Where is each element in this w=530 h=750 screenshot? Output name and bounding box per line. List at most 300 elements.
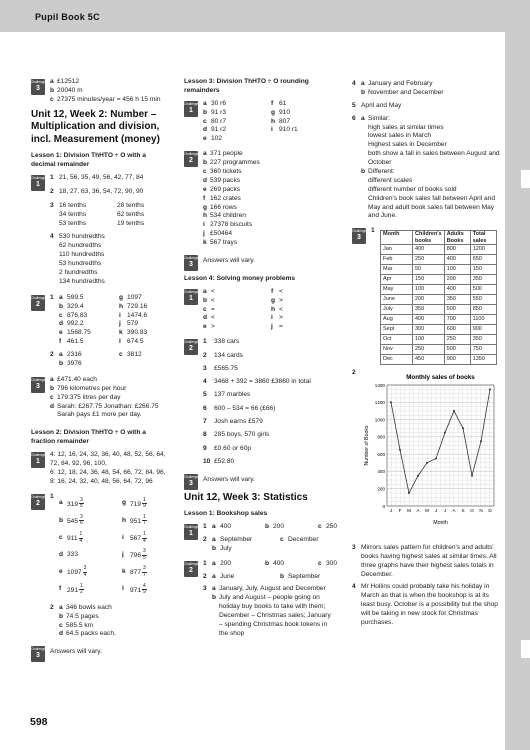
question: 3 a January, July, August and December b July and August – people going on holiday buy books to take with them; December – Christmas sales; January – spending Christmas book tokens in the shop	[203, 585, 334, 638]
grid-cell: 2316	[67, 351, 82, 359]
y-tick-label: 600	[377, 451, 385, 457]
text-line: 53 hundredths	[59, 260, 102, 268]
fraction	[79, 498, 84, 510]
grid-cell: c	[59, 311, 63, 319]
denominator: 9	[143, 503, 146, 510]
numerator: 3	[83, 565, 87, 572]
mixed-number	[130, 515, 171, 527]
challenge-block	[184, 522, 338, 554]
table-cell: Jan	[381, 244, 413, 254]
section-title: Unit 12, Week 3: Statistics	[184, 491, 308, 503]
x-tick-label: A	[452, 507, 456, 513]
challenge-badge: Challenge 2	[31, 494, 45, 510]
grid-cell: 30 r6	[211, 99, 227, 107]
grid-cell: a	[212, 522, 216, 530]
numerator: 3	[80, 496, 83, 503]
grid-cell: e	[203, 135, 207, 143]
item-row	[50, 78, 171, 87]
table-cell: 250	[413, 344, 445, 354]
fraction	[142, 498, 147, 510]
table-cell: 500	[470, 284, 496, 294]
grid-row	[212, 536, 334, 545]
grid-cell: 91 r3	[211, 108, 227, 116]
table-cell: 100	[413, 284, 445, 294]
item-text: Sarah: £267.75 Jonathan: £266.75	[57, 402, 159, 410]
x-tick-label: N	[479, 507, 483, 513]
item-text: 371 people	[210, 150, 243, 158]
item-text: 539 packs	[210, 176, 241, 184]
item-row	[59, 613, 171, 622]
grid-cell: June	[220, 572, 235, 580]
table-cell: June	[381, 294, 413, 304]
denominator: 4	[83, 572, 87, 579]
grid-cell: 579	[127, 320, 139, 328]
fraction-row	[59, 584, 171, 596]
grid-cell: c	[318, 559, 322, 567]
table-row	[381, 334, 497, 344]
item-row	[203, 230, 334, 239]
table-cell: 50	[413, 264, 445, 274]
item-list	[212, 585, 334, 638]
item-letter: c	[50, 95, 54, 103]
item-text: £471.40 each	[57, 375, 97, 383]
challenge-badge: Challenge 3	[31, 377, 45, 393]
grid-row	[203, 297, 334, 306]
grid-cell: 34 tenths	[59, 210, 87, 218]
item-letter	[50, 411, 57, 420]
item-letter: b	[212, 594, 217, 602]
grid-cell: <	[211, 314, 215, 322]
text-line: 62 hundredths	[59, 242, 102, 250]
item-text: 796 kilometres per hour	[57, 384, 127, 392]
table-cell: 650	[470, 254, 496, 264]
item-row	[203, 177, 334, 186]
table-cell: 400	[444, 284, 470, 294]
tab-notch	[521, 170, 530, 188]
text-line: different scales	[368, 176, 413, 184]
item-row	[50, 394, 171, 403]
x-tick-label: J	[389, 507, 393, 513]
denominator: 4	[79, 537, 83, 544]
grid-cell: h	[271, 305, 276, 313]
item-letter: b	[203, 159, 208, 167]
grid-row	[59, 360, 171, 369]
numbered-item	[203, 405, 334, 414]
question: 1 a 200 b 400 c 300	[203, 559, 338, 567]
grid-cell	[279, 135, 334, 144]
data-point	[390, 401, 392, 403]
y-tick-label: 1000	[374, 417, 385, 423]
item-row	[50, 87, 171, 96]
grid-cell: a	[212, 572, 216, 580]
mixed-number	[67, 532, 122, 544]
item-row	[203, 150, 334, 159]
tab-notch	[521, 640, 530, 658]
question: 6 a Similar: high sales at similar times lowest sales in March Highest sales in December both show a fall in sales between August and October b Different: different scales different number of books sold Children's book sales fall between April and May and adult book sales fall between May and June.	[352, 115, 502, 222]
grid-cell: 200	[273, 522, 285, 530]
table-cell: Aug	[381, 314, 413, 324]
text-line: Children's book sales fall between April and May and adult book sales fall between May and June.	[368, 194, 495, 220]
grid-cell: 674.5	[127, 338, 144, 346]
numerator: 1	[143, 513, 146, 520]
grid-cell: a	[203, 99, 207, 107]
challenge-badge: Challenge 1	[184, 101, 198, 117]
whole-number: 291	[67, 586, 79, 594]
y-axis-label: Number of Books	[364, 425, 370, 466]
grid-row	[203, 306, 334, 315]
challenge-block	[184, 150, 334, 248]
grid-cell: h	[271, 117, 276, 125]
lesson-title: Lesson 3: Division ThHTO ÷ O rounding remainders	[184, 78, 309, 94]
section-title: Unit 12, Week 2: Number – Multiplication and division, incl. Measurement (money)	[31, 108, 160, 145]
fraction	[79, 532, 84, 544]
grid-cell: 3812	[127, 351, 142, 359]
question: 2 a June b September	[203, 573, 334, 582]
question: 4 a January and February b November and December	[352, 80, 502, 98]
item-text: £52.80	[214, 457, 235, 465]
data-point	[399, 449, 401, 451]
table-cell: 1350	[470, 354, 496, 364]
item-text: January and February	[368, 80, 433, 87]
item-text: 3468 + 392 = 3860 £3860 in total	[214, 378, 311, 386]
text-line: 6: 12, 18, 24, 36, 48, 54, 66, 72, 84, 96,	[50, 468, 166, 476]
line-list	[59, 233, 171, 286]
data-point	[435, 457, 437, 459]
item-text: 360 tickets	[210, 168, 242, 176]
grid-row	[59, 338, 171, 347]
fraction	[79, 515, 84, 527]
grid-cell: 807	[279, 117, 291, 125]
table-cell: 500	[444, 344, 470, 354]
x-tick-label: F	[398, 507, 402, 513]
column-1	[31, 78, 171, 661]
item-letter: i	[122, 533, 124, 541]
item-text: Sarah pays £1 more per day.	[57, 411, 142, 419]
table-cell: 800	[444, 244, 470, 254]
data-point	[471, 475, 473, 477]
question: 3 16 tenths 28 tenths 34 tenths 62 tenths 53 tenths 19 tenths	[50, 202, 171, 229]
table-cell: 100	[413, 334, 445, 344]
grid-row	[203, 100, 334, 109]
numbered-item	[203, 431, 334, 440]
item-letter: k	[203, 239, 207, 247]
grid-row	[59, 294, 171, 303]
grid-cell: 1474.6	[127, 311, 148, 319]
grid-cell: >	[279, 296, 283, 304]
triple-row	[212, 560, 337, 569]
answer-text: Answers will vary.	[203, 257, 255, 265]
item-row	[361, 80, 502, 89]
lesson-title: Lesson 2: Division ThHTO ÷ O with a fraction remainder	[31, 429, 146, 446]
item-letter: d	[50, 402, 55, 410]
grid-row	[203, 126, 334, 135]
data-point	[453, 410, 455, 412]
grid-cell: i	[271, 126, 273, 134]
table-cell: 900	[470, 324, 496, 334]
sales-table	[380, 230, 497, 365]
item-number: 8	[203, 431, 207, 439]
grid-cell: 992.2	[67, 320, 84, 328]
line-list	[361, 124, 502, 168]
item-text: 64.5 packs each.	[66, 630, 116, 638]
grid-cell: f	[271, 287, 274, 295]
grid-cell: b	[265, 559, 270, 567]
grid-cell: a	[59, 293, 63, 301]
whole-number: 319	[67, 500, 79, 508]
grid-row	[59, 320, 171, 329]
numerator: 1	[143, 531, 146, 538]
denominator: 5	[80, 503, 83, 510]
question: 1 a 319 $\frac{3}{5}$ g 719 $\frac{1}{9}$ b 545 $\frac{3}{6}$ h 951 $\frac{1}{7}$ c 911 $\frac{1}{4}$ i 567 $\frac{1}{4}$ d 333 j 796 $\frac{3}{5}$ e 1097 $\frac{3}{4}$ k 877 $\frac{3}{7}$ f 291 $\frac{1}{2}$ l 971 $\frac{4}{9}$	[50, 493, 171, 601]
challenge-block	[184, 288, 334, 332]
grid-cell: a	[212, 559, 216, 567]
challenge-badge: Challenge 3	[31, 79, 45, 95]
question: 3 Mirrors sales pattern for children's and adults' books having highest sales at similar times. All three graphs have their highest sales totals in December.	[352, 543, 497, 578]
item-text: 269 packs	[210, 185, 241, 193]
item-letter: a	[59, 603, 63, 611]
item-letter: c	[203, 168, 207, 176]
item-list	[59, 604, 171, 640]
table-row	[381, 294, 497, 304]
table-row	[381, 344, 497, 354]
grid-cell: k	[119, 329, 123, 337]
table-cell: 150	[470, 264, 496, 274]
mixed-number	[130, 549, 171, 561]
grid-cell: l	[119, 338, 121, 346]
table-cell: Dec	[381, 354, 413, 364]
challenge-badge: Challenge 3	[184, 474, 198, 490]
numbered-item	[203, 365, 334, 374]
x-tick-label: M	[425, 507, 429, 513]
grid-cell: d	[203, 126, 208, 134]
challenge-block	[184, 559, 338, 639]
item-list	[203, 150, 334, 248]
y-tick-label: 1200	[374, 400, 385, 406]
whole-number: 911	[67, 534, 78, 542]
grid-cell: >	[211, 323, 215, 331]
table-cell: Sept	[381, 324, 413, 334]
fraction-grid	[59, 493, 171, 601]
item-text: Josh earns £579	[214, 417, 263, 425]
mixed-number	[130, 532, 171, 544]
x-tick-label: J	[443, 507, 447, 513]
challenge-block	[31, 294, 171, 369]
item-text: £565.75	[214, 364, 238, 372]
challenge-block	[184, 473, 334, 485]
item-letter: b	[59, 516, 64, 524]
lesson-title: Lesson 1: Bookshop sales	[184, 510, 268, 518]
grid-cell: b	[212, 544, 217, 552]
item-text: 134 cards	[214, 351, 243, 359]
grid-cell: 300	[326, 559, 338, 567]
item-letter: a	[50, 78, 54, 85]
grid-cell: 80 r7	[211, 117, 227, 125]
answer-text: Answers will vary.	[203, 475, 255, 483]
denominator: 5	[143, 554, 146, 561]
data-point	[408, 492, 410, 494]
grid-cell: c	[280, 535, 284, 543]
challenge-block	[31, 174, 171, 287]
denominator: 9	[143, 589, 146, 596]
grid-row	[212, 573, 334, 582]
item-number: 6	[203, 404, 207, 412]
item-text: 585.5 km	[66, 621, 94, 629]
numbered-item	[203, 445, 334, 454]
item-text: £50464	[210, 230, 233, 238]
lettered-grid	[212, 536, 334, 554]
grid-cell: 61	[279, 99, 287, 107]
grid-cell: 400	[273, 559, 285, 567]
table-cell: 400	[413, 244, 445, 254]
table-cell: July	[381, 304, 413, 314]
grid-cell: g	[271, 108, 276, 116]
grid-cell: 102	[211, 135, 223, 143]
item-number: 2	[203, 351, 207, 359]
item-list	[50, 78, 171, 105]
grid-cell: f	[59, 338, 62, 346]
mixed-number	[130, 584, 171, 596]
item-letter: f	[59, 585, 62, 593]
grid-cell: f	[271, 99, 274, 107]
mixed-number	[67, 515, 122, 527]
grid-cell: <	[279, 305, 283, 313]
table-cell: 200	[444, 274, 470, 284]
table-cell: 500	[444, 304, 470, 314]
y-tick-label: 400	[377, 469, 385, 475]
grid-cell: 19 tenths	[117, 219, 145, 227]
challenge-badge: Challenge 1	[31, 452, 45, 468]
column-3	[352, 78, 502, 630]
item-letter: j	[203, 230, 205, 238]
grid-cell: December	[288, 535, 319, 543]
text-line: lowest sales in March	[368, 132, 432, 140]
grid-cell: >	[279, 314, 283, 322]
table-cell: Nov	[381, 344, 413, 354]
numbered-item	[203, 378, 334, 387]
grid-cell: e	[59, 329, 63, 337]
item-letter: b	[361, 88, 366, 96]
table-cell: 200	[413, 294, 445, 304]
item-row	[203, 168, 334, 177]
item-letter: e	[203, 185, 207, 193]
table-header: Month	[381, 231, 413, 245]
item-row	[203, 212, 334, 221]
grid-cell: b	[265, 522, 270, 530]
grid-row	[212, 545, 334, 554]
data-point	[444, 432, 446, 434]
item-row	[59, 604, 171, 613]
item-letter: h	[122, 516, 127, 524]
grid-cell: <	[279, 287, 283, 295]
grid-cell: 876.83	[67, 311, 88, 319]
whole-number: 333	[67, 550, 79, 558]
table-cell: 600	[444, 324, 470, 334]
grid-cell: 400	[220, 522, 232, 530]
denominator: 2	[80, 589, 83, 596]
grid-cell: e	[203, 323, 207, 331]
table-row	[381, 314, 497, 324]
grid-row	[59, 303, 171, 312]
challenge-badge: Challenge 3	[352, 228, 366, 244]
item-letter: j	[122, 550, 124, 558]
grid-cell: 599.5	[67, 293, 84, 301]
numbered-item	[203, 418, 334, 427]
table-cell: May	[381, 284, 413, 294]
table-row	[381, 284, 497, 294]
item-row	[50, 385, 171, 394]
table-cell: Mar	[381, 264, 413, 274]
grid-row	[203, 314, 334, 323]
item-row	[50, 376, 171, 385]
table-cell: 700	[444, 314, 470, 324]
numbered-item	[203, 458, 334, 467]
item-letter: g	[203, 203, 208, 211]
grid-cell	[119, 360, 127, 369]
item-number: 9	[203, 444, 207, 452]
grid-cell: <	[211, 287, 215, 295]
item-letter: h	[203, 212, 208, 220]
grid-cell: d	[59, 320, 64, 328]
item-row	[203, 186, 334, 195]
fraction	[142, 515, 147, 527]
grid-cell: a	[59, 351, 63, 359]
table-cell: 450	[413, 354, 445, 364]
grid-cell: 329.4	[67, 302, 84, 310]
table-row	[381, 274, 497, 284]
grid-cell: 910	[279, 108, 291, 116]
whole-number: 719	[130, 500, 142, 508]
grid-cell: j	[119, 320, 121, 328]
question: 2 18, 27, 63, 36, 54, 72, 90, 90	[50, 187, 144, 195]
lesson-title: Lesson 4: Solving money problems	[184, 274, 296, 282]
challenge-badge: Challenge 2	[184, 339, 198, 355]
grid-cell	[288, 545, 334, 554]
question: 2 Monthly sales of books 0 200 400 600 800 1000 1200 1400 J F M A M J J A S O N D Month Number of Books	[352, 369, 502, 540]
item-row	[50, 411, 171, 420]
grid-row	[59, 312, 171, 321]
item-text: 338 cars	[214, 338, 240, 346]
line-list	[361, 177, 502, 221]
x-tick-label: O	[470, 507, 474, 513]
table-cell: 400	[413, 314, 445, 324]
item-text: 27375 minutes/year = 456 h 15 min	[57, 95, 161, 103]
challenge-block	[184, 254, 334, 269]
page-number: 598	[30, 716, 48, 728]
grid-cell: i	[119, 311, 121, 319]
grid-row	[203, 109, 334, 118]
item-text: 600 – 534 = 66 (£66)	[214, 404, 276, 412]
item-text: 162 crates	[210, 194, 241, 202]
grid-cell: 1097	[127, 293, 142, 301]
table-cell: 350	[470, 334, 496, 344]
item-text: 534 children	[210, 212, 246, 220]
challenge-block	[184, 100, 334, 144]
item-row	[50, 96, 171, 105]
grid-cell: <	[211, 296, 215, 304]
item-number: 5	[203, 391, 207, 399]
column-2	[184, 78, 338, 643]
grid-cell: =	[211, 305, 215, 313]
grid-row	[203, 118, 334, 127]
question: 1 a 400 b 200 c 250	[203, 522, 338, 530]
side-tab	[505, 0, 530, 750]
item-text: £0.60 or 60p	[214, 444, 252, 452]
mixed-number	[67, 566, 122, 578]
table-cell: 350	[413, 304, 445, 314]
item-letter: i	[203, 221, 205, 229]
challenge-badge: Challenge 3	[31, 646, 45, 662]
fraction	[79, 584, 84, 596]
